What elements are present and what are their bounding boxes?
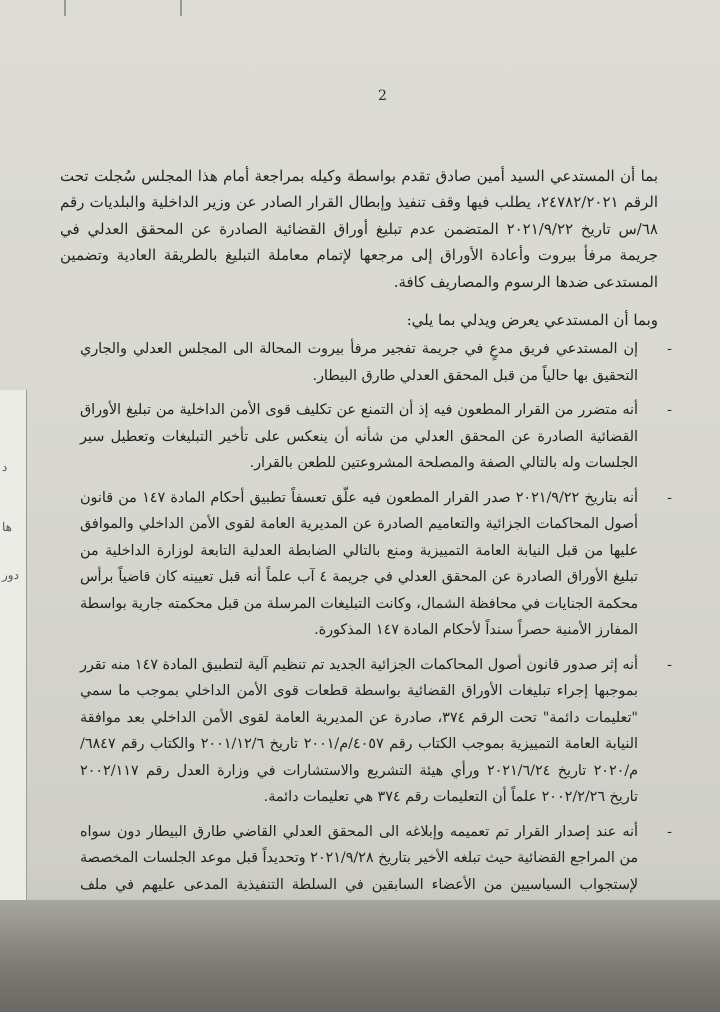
intro-paragraph: بما أن المستدعي السيد أمين صادق تقدم بواسطة وكيله بمراجعة أمام هذا المجلس سُجلت تحت الرقم ٢٤٧٨٢/٢٠٢١، يطلب فيها وقف تنفيذ وإبطال القرار الصادر عن وزير الداخلية والبلديات رقم ٦٨/س تاريخ ٢٠٢١/٩/٢٢ المتضمن عدم تبليغ أوراق القضائية الصادرة عن المحقق العدلي في جريمة مرفأ بيروت وأعادة الأوراق إلى مرجعها لإتمام معاملة التبليغ بالطريقة العادية وتضمين المستدعى ضدها الرسوم والمصاريف كافة. (60, 167, 658, 291)
list-item: - أنه إثر صدور قانون أصول المحاكمات الجزائية الجديد تم تنظيم آلية لتطبيق المادة ١٤٧ منه تقرر بموجبها إجراء تبليغات الأوراق القضائية بواسطة قطعات قوى الأمن الداخلي بموجب ما سمي "تعليمات دائمة" تحت الرقم ٣٧٤، صادرة عن المديرية العامة لقوى الأمن الداخلي بعد موافقة النيابة العامة التمييزية بموجب الكتاب رقم ٤٠٥٧/م/٢٠٠١ تاريخ ٢٠٠١/١٢/٦ والكتاب رقم ٦٨٤٧/م/٢٠٢٠ تاريخ ٢٠٢١/٦/٢٤ ورأي هيئة التشريع والاستشارات في وزارة العدل رقم ٢٠٠٢/١١٧ تاريخ ٢٠٠٢/٢/٢٦ علماً أن التعليمات رقم ٣٧٤ هي تعليمات دائمة. (80, 656, 672, 805)
underlying-page-edge (0, 390, 27, 910)
list-item: - أنه بتاريخ ٢٠٢١/٩/٢٢ صدر القرار المطعون فيه علّق تعسفاً تطبيق أحكام المادة ١٤٧ من قانون أصول المحاكمات الجزائية والتعاميم الصادرة عن المديرية العامة لقوى الأمن الداخلي والموافق عليها من قبل النيابة العامة التمييزية ومنع بالتالي الضابطة العدلية التابعة لوزارة الداخلية من تبليغ الأوراق الصادرة عن المحقق العدلي في جريمة ٤ آب علماً أنه قبل تعيينه كان قاضياً برأس محكمة الجنايات في محافظة الشمال، وكانت التبليغات المرسلة من قبل محكمته جارية بواسطة المفارز الأمنية حصراً سنداً لأحكام المادة ١٤٧ المذكورة. (80, 489, 672, 638)
underlying-text-fragment: ها (2, 520, 12, 534)
list-item: - أنه عند إصدار القرار تم تعميمه وإبلاغه الى المحقق العدلي القاضي طارق البيطار دون سواه من المراجع القضائية حيث تبلغه الأخير بتاريخ ٢٠٢١/٩/٢٨ وتحديداً قبل موعد الجلسات المخصصة لإستجواب السياسيين من الأعضاء السابقين في السلطة التنفيذية المدعى عليهم في ملف (80, 819, 672, 925)
bottom-shadow (0, 900, 720, 1012)
list-item-text: إن المستدعي فريق مدعٍ في جريمة تفجير مرفأ بيروت المحالة الى المجلس العدلي والجاري التحقيق بها حالياً من قبل المحقق العدلي طارق البيطار. (80, 341, 638, 384)
underlying-text-fragment: د (2, 460, 8, 474)
list-item: - أنه متضرر من القرار المطعون فيه إذ أن التمنع عن تكليف قوى الأمن الداخلية من تبليغ الأوراق القضائية الصادرة عن المحقق العدلي من شأنه أن ينعكس على تأخير التبليغات وتعطيل سير الجلسات وله بالتالي الصفة والمصلحة المشروعتين للطعن بالقرار. (80, 402, 672, 471)
lead-line: وبما أن المستدعي يعرض ويدلي بما يلي: (406, 311, 658, 329)
binding-mark (180, 0, 182, 16)
underlying-text-fragment: دور (2, 568, 19, 582)
page-number: 2 (378, 88, 387, 104)
list-item: - إن المستدعي فريق مدعٍ في جريمة تفجير مرفأ بيروت المحالة الى المجلس العدلي والجاري التحقيق بها حالياً من قبل المحقق العدلي طارق البيطار. (80, 341, 672, 384)
list-item-text: أنه متضرر من القرار المطعون فيه إذ أن التمنع عن تكليف قوى الأمن الداخلية من تبليغ الأوراق القضائية الصادرة عن المحقق العدلي من شأنه أن ينعكس على تأخير التبليغات وتعطيل سير الجلسات وله بالتالي الصفة والمصلحة المشروعتين للطعن بالقرار. (80, 402, 638, 471)
binding-mark (64, 0, 66, 16)
list-item-text: أنه بتاريخ ٢٠٢١/٩/٢٢ صدر القرار المطعون فيه علّق تعسفاً تطبيق أحكام المادة ١٤٧ من قانون أصول المحاكمات الجزائية والتعاميم الصادرة عن المديرية العامة لقوى الأمن الداخلي والموافق عليها من قبل النيابة العامة التمييزية ومنع بالتالي الضابطة العدلية التابعة لوزارة الداخلية من تبليغ الأوراق الصادرة عن المحقق العدلي في جريمة ٤ آب علماً أنه قبل تعيينه كان قاضياً برأس محكمة الجنايات في محافظة الشمال، وكانت التبليغات المرسلة من قبل محكمته جارية بواسطة المفارز الأمنية حصراً سنداً لأحكام المادة ١٤٧ المذكورة. (80, 489, 639, 638)
list-item-text: أنه عند إصدار القرار تم تعميمه وإبلاغه الى المحقق العدلي القاضي طارق البيطار دون سواه من المراجع القضائية حيث تبلغه الأخير بتاريخ ٢٠٢١/٩/٢٨ وتحديداً قبل موعد الجلسات المخصصة لإستجواب السياسيين من الأعضاء السابقين في السلطة التنفيذية المدعى عليهم في ملف (80, 823, 638, 893)
bullet-list (80, 336, 672, 933)
list-item-text: أنه إثر صدور قانون أصول المحاكمات الجزائية الجديد تم تنظيم آلية لتطبيق المادة ١٤٧ منه تقرر بموجبها إجراء تبليغات الأوراق القضائية بواسطة قطعات قوى الأمن الداخلي بموجب ما سمي "تعليمات دائمة" تحت الرقم ٣٧٤، صادرة عن المديرية العامة لقوى الأمن الداخلي بعد موافقة النيابة العامة التمييزية بموجب الكتاب رقم ٤٠٥٧/م/٢٠٠١ تاريخ ٢٠٠١/١٢/٦ والكتاب رقم ٦٨٤٧/م/٢٠٢٠ تاريخ ٢٠٢١/٦/٢٤ ورأي هيئة التشريع والاستشارات في وزارة العدل رقم ٢٠٠٢/١١٧ تاريخ ٢٠٠٢/٢/٢٦ علماً أن التعليمات رقم ٣٧٤ هي تعليمات دائمة. (80, 656, 639, 805)
